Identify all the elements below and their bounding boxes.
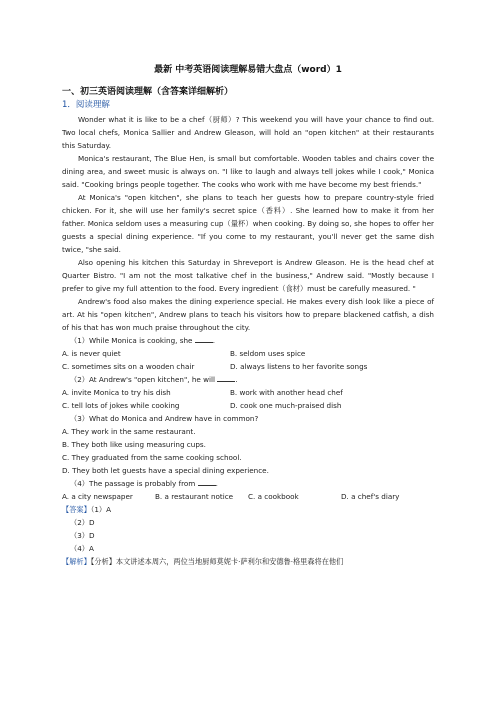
options-row <box>62 386 434 399</box>
option-a: A. a city newspaper <box>62 492 133 501</box>
question-stem: （2）At Andrew's "open kitchen", he will <box>70 375 215 384</box>
question-stem-end: . <box>212 336 216 345</box>
options-row <box>62 360 434 373</box>
passage-paragraph: At Monica's "open kitchen", she plans to teach her guests how to prepare country-style fried chicken. For it, she will use her family's secret spice（香料）. She learned how to make it from her father. Monica seldom uses a measuring cup（量杯）when cooking. By doing so, she hopes to offer her guests a special dining experience. "If you come to my restaurant, you'll never get the same dish twice, "she said. <box>62 193 434 254</box>
option-d: D. They both let guests have a special dining experience. <box>62 466 269 475</box>
analysis-line <box>62 555 434 568</box>
option-b: B. seldom uses spice <box>230 349 306 358</box>
answer-blank <box>217 374 238 384</box>
option-a: A. They work in the same restaurant. <box>62 427 196 436</box>
question-2 <box>62 373 434 386</box>
question-stem-end: . <box>235 375 238 384</box>
question-4 <box>62 477 434 490</box>
section-heading: 一、初三英语阅读理解（含答案详细解析） <box>62 87 234 97</box>
answer-value: （2）D <box>70 518 95 527</box>
answer-label: 【答案】 <box>62 505 91 514</box>
question-stem: （4）The passage is probably from <box>70 479 196 488</box>
option-a: A. is never quiet <box>62 349 121 358</box>
option-c: C. sometimes sits on a wooden chair <box>62 362 195 371</box>
option-d: D. a chef's diary <box>341 492 400 501</box>
passage-paragraph: Monica's restaurant, The Blue Hen, is small but comfortable. Wooden tables and chairs cover the dining area, and sweet music is always on. "I like to laugh and always tell jokes while I cook," Monica said. "Cooking brings people together. The cooks who work with me have become my best friends." <box>62 154 434 189</box>
analysis-label: 【解析】 <box>62 557 91 566</box>
options-row <box>62 347 434 360</box>
passage-paragraph: Andrew's food also makes the dining experience special. He makes every dish look like a piece of art. At his "open kitchen", Andrew plans to teach his visitors how to prepare blackened catfish, a dish of his that has won much praise throughout the city. <box>62 297 434 332</box>
passage-paragraph: Also opening his kitchen this Saturday in Shreveport is Andrew Gleason. He is the head chef at Quarter Bistro. "I am not the most talkative chef in the business," Andrew said. "Mostly because I prefer to give my full attention to the food. Every ingredient（食材）must be carefully measured. " <box>62 258 434 293</box>
passage-paragraph: Wonder what it is like to be a chef（厨师）? This weekend you will have your chance to find out. Two local chefs, Monica Sallier and Andrew Gleason, will hold an "open kitchen" at their restaurants this Saturday. <box>62 115 434 150</box>
answer-value: （3）D <box>70 531 95 540</box>
option-c: C. They graduated from the same cooking school. <box>62 453 242 462</box>
question-3: （3）What do Monica and Andrew have in common? <box>70 414 259 423</box>
option-c: C. a cookbook <box>248 492 299 501</box>
answer-blank <box>198 478 216 486</box>
option-b: B. a restaurant notice <box>155 492 234 501</box>
answer-line <box>62 503 434 516</box>
options-row <box>62 399 434 412</box>
subsection-heading: 1．阅读理解 <box>62 100 110 110</box>
options-row <box>62 490 434 503</box>
option-d: D. cook one much-praised dish <box>230 401 342 410</box>
option-b: B. They both like using measuring cups. <box>62 440 206 449</box>
answer-value: （1）A <box>90 505 112 514</box>
question-stem: （1）While Monica is cooking, she <box>70 336 193 345</box>
option-c: C. tell lots of jokes while cooking <box>62 401 180 410</box>
document-title: 最新 中考英语阅读理解易错大盘点（word）1 <box>154 65 342 75</box>
option-d: D. always listens to her favorite songs <box>230 362 368 371</box>
option-b: B. work with another head chef <box>230 388 343 397</box>
answer-blank <box>195 335 216 345</box>
option-a: A. invite Monica to try his dish <box>62 388 171 397</box>
question-stem-end: . <box>215 479 218 488</box>
answer-value: （4）A <box>70 544 94 553</box>
question-1 <box>62 334 434 347</box>
document-body <box>62 113 434 568</box>
analysis-text: 【分析】本文讲述本周六，两位当地厨师莫妮卡·萨利尔和安德鲁·格里森将在他们 <box>90 557 344 566</box>
